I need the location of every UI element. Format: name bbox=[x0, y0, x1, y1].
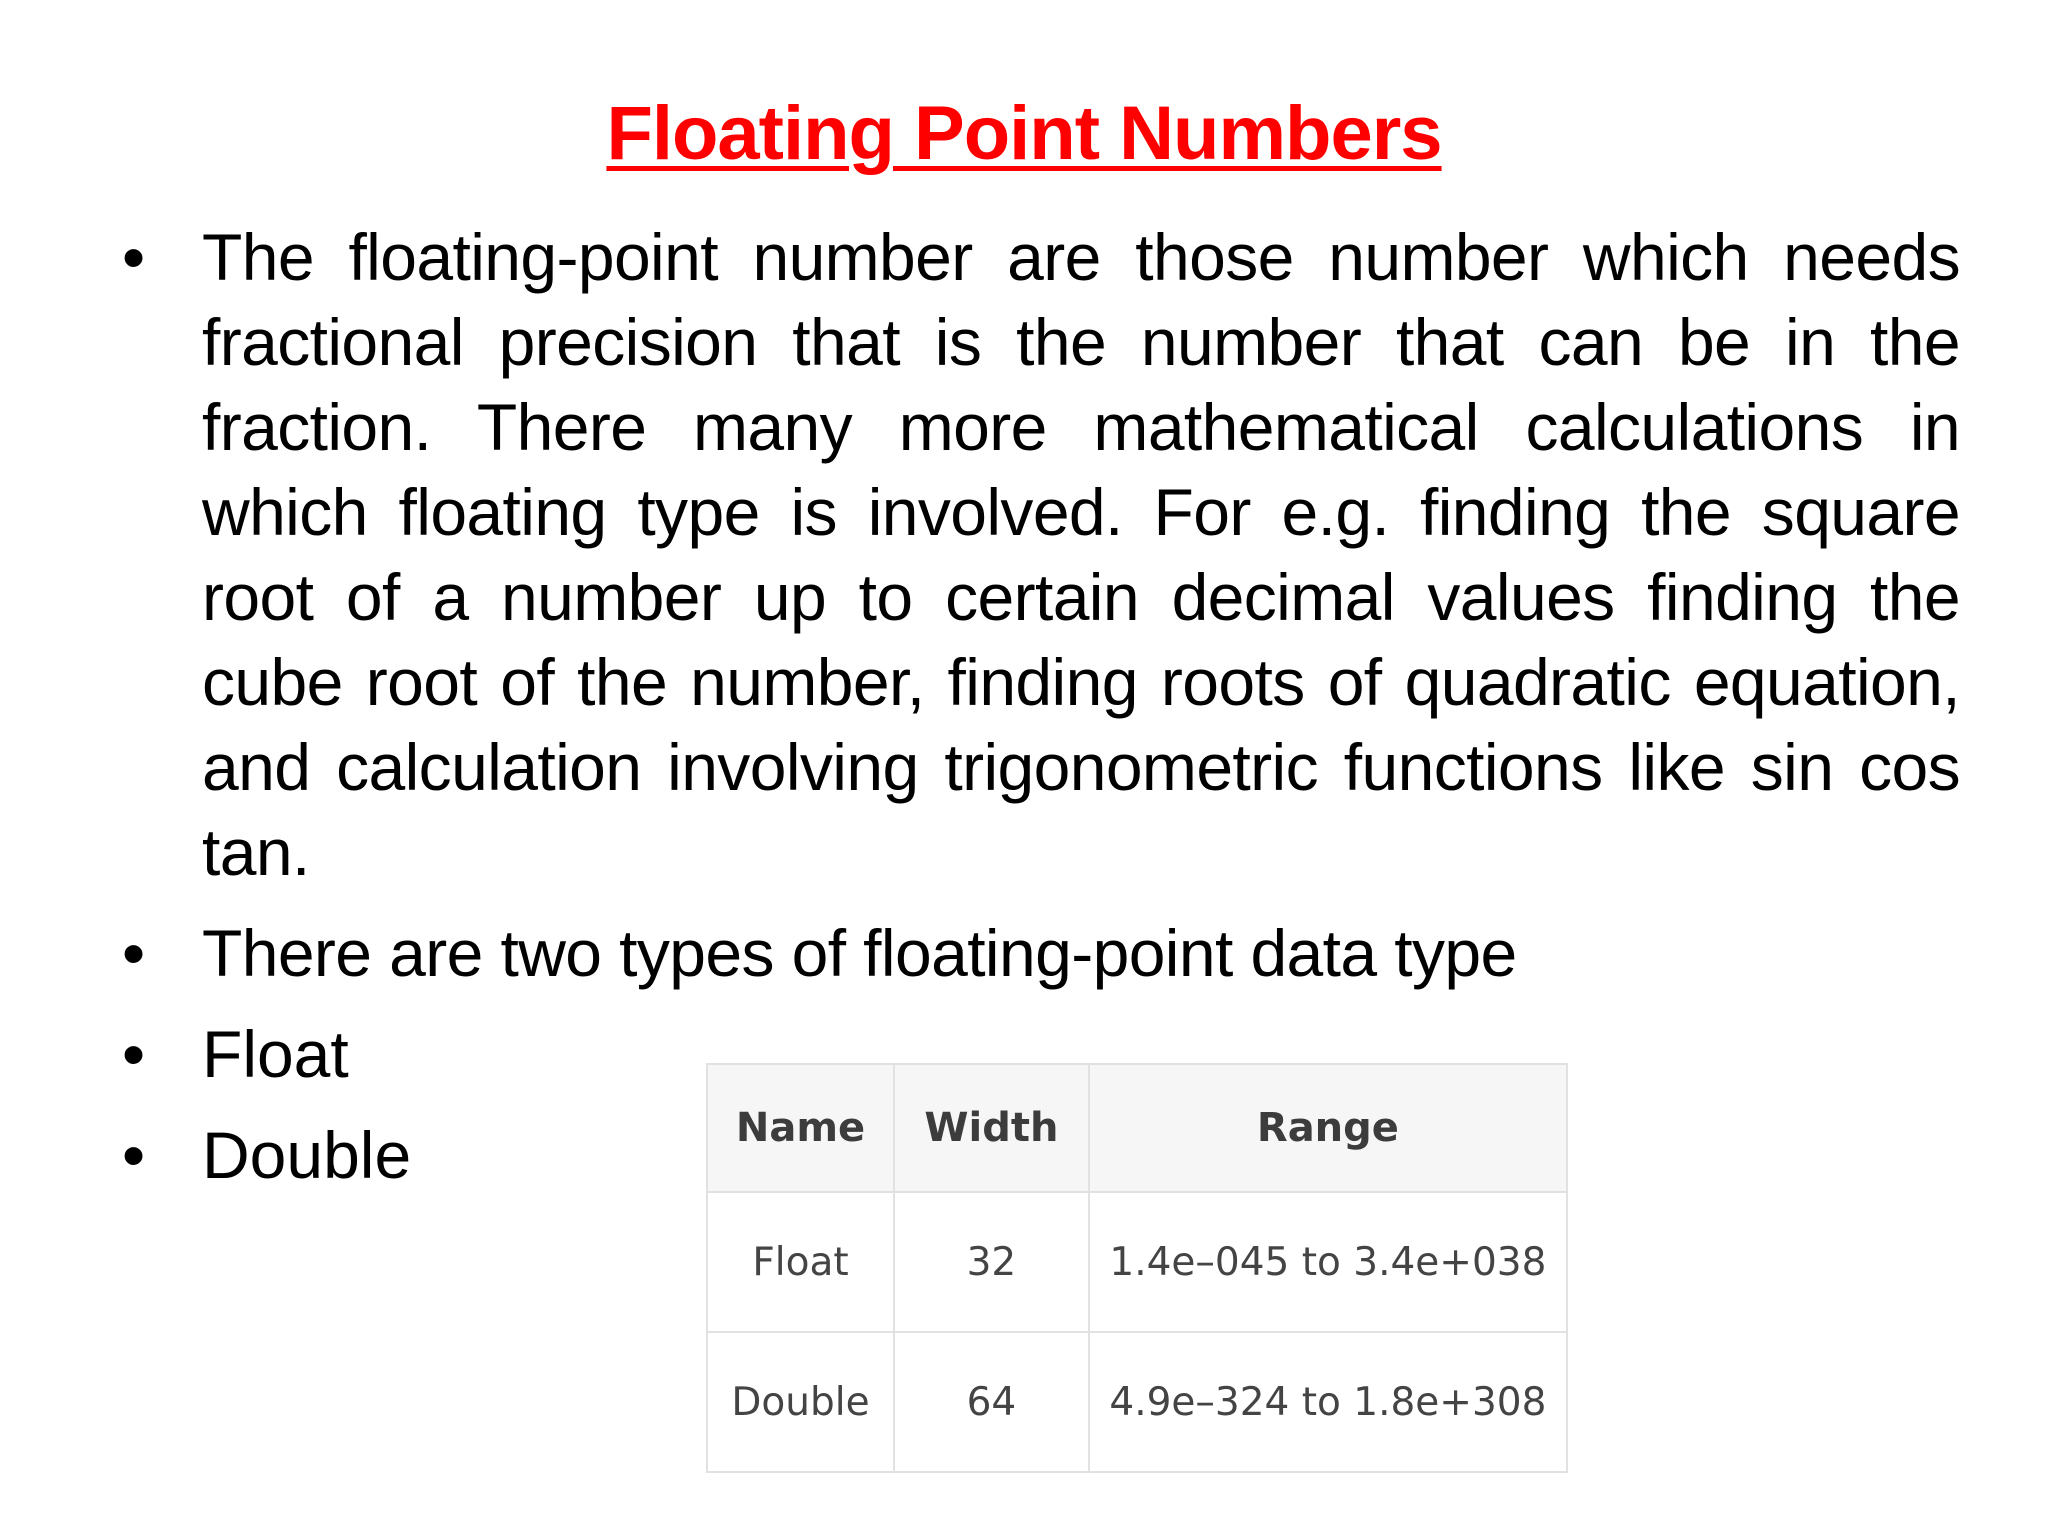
header-name: Name bbox=[707, 1064, 894, 1192]
table-header-row bbox=[707, 1064, 1567, 1192]
cell-width: 32 bbox=[894, 1192, 1089, 1332]
bullet-dot-icon: • bbox=[122, 916, 145, 990]
header-width: Width bbox=[894, 1064, 1089, 1192]
cell-name: Double bbox=[707, 1332, 894, 1472]
cell-range: 4.9e–324 to 1.8e+308 bbox=[1089, 1332, 1567, 1472]
bullet-dot-icon: • bbox=[122, 1118, 146, 1192]
bullet-item bbox=[120, 911, 1960, 996]
cell-name: Float bbox=[707, 1192, 894, 1332]
float-types-table-image bbox=[706, 1063, 1568, 1469]
bullet-list bbox=[120, 215, 1960, 1198]
bullet-text: Double bbox=[202, 1118, 412, 1192]
bullet-text: The floating-point number are those number which needs fractional precision that is the number that can be in the fraction. There many more mathematical calculations in which floating type is involved. For e.g. finding the square root of a number up to certain decimal values finding the cube root of the number, finding roots of quadratic equation, and calculation involving trigonometric functions like sin cos tan. bbox=[202, 220, 1960, 889]
header-range: Range bbox=[1089, 1064, 1567, 1192]
cell-range: 1.4e–045 to 3.4e+038 bbox=[1089, 1192, 1567, 1332]
cell-width: 64 bbox=[894, 1332, 1089, 1472]
bullet-text: There are two types of floating-point data type bbox=[202, 916, 1517, 990]
table-row bbox=[707, 1332, 1567, 1472]
bullet-dot-icon: • bbox=[122, 220, 145, 294]
bullet-item bbox=[120, 215, 1960, 895]
float-types-table bbox=[706, 1063, 1568, 1473]
table-row bbox=[707, 1192, 1567, 1332]
slide-title: Floating Point Numbers bbox=[606, 91, 1442, 176]
bullet-text: Float bbox=[202, 1017, 349, 1091]
bullet-dot-icon: • bbox=[122, 1017, 146, 1091]
